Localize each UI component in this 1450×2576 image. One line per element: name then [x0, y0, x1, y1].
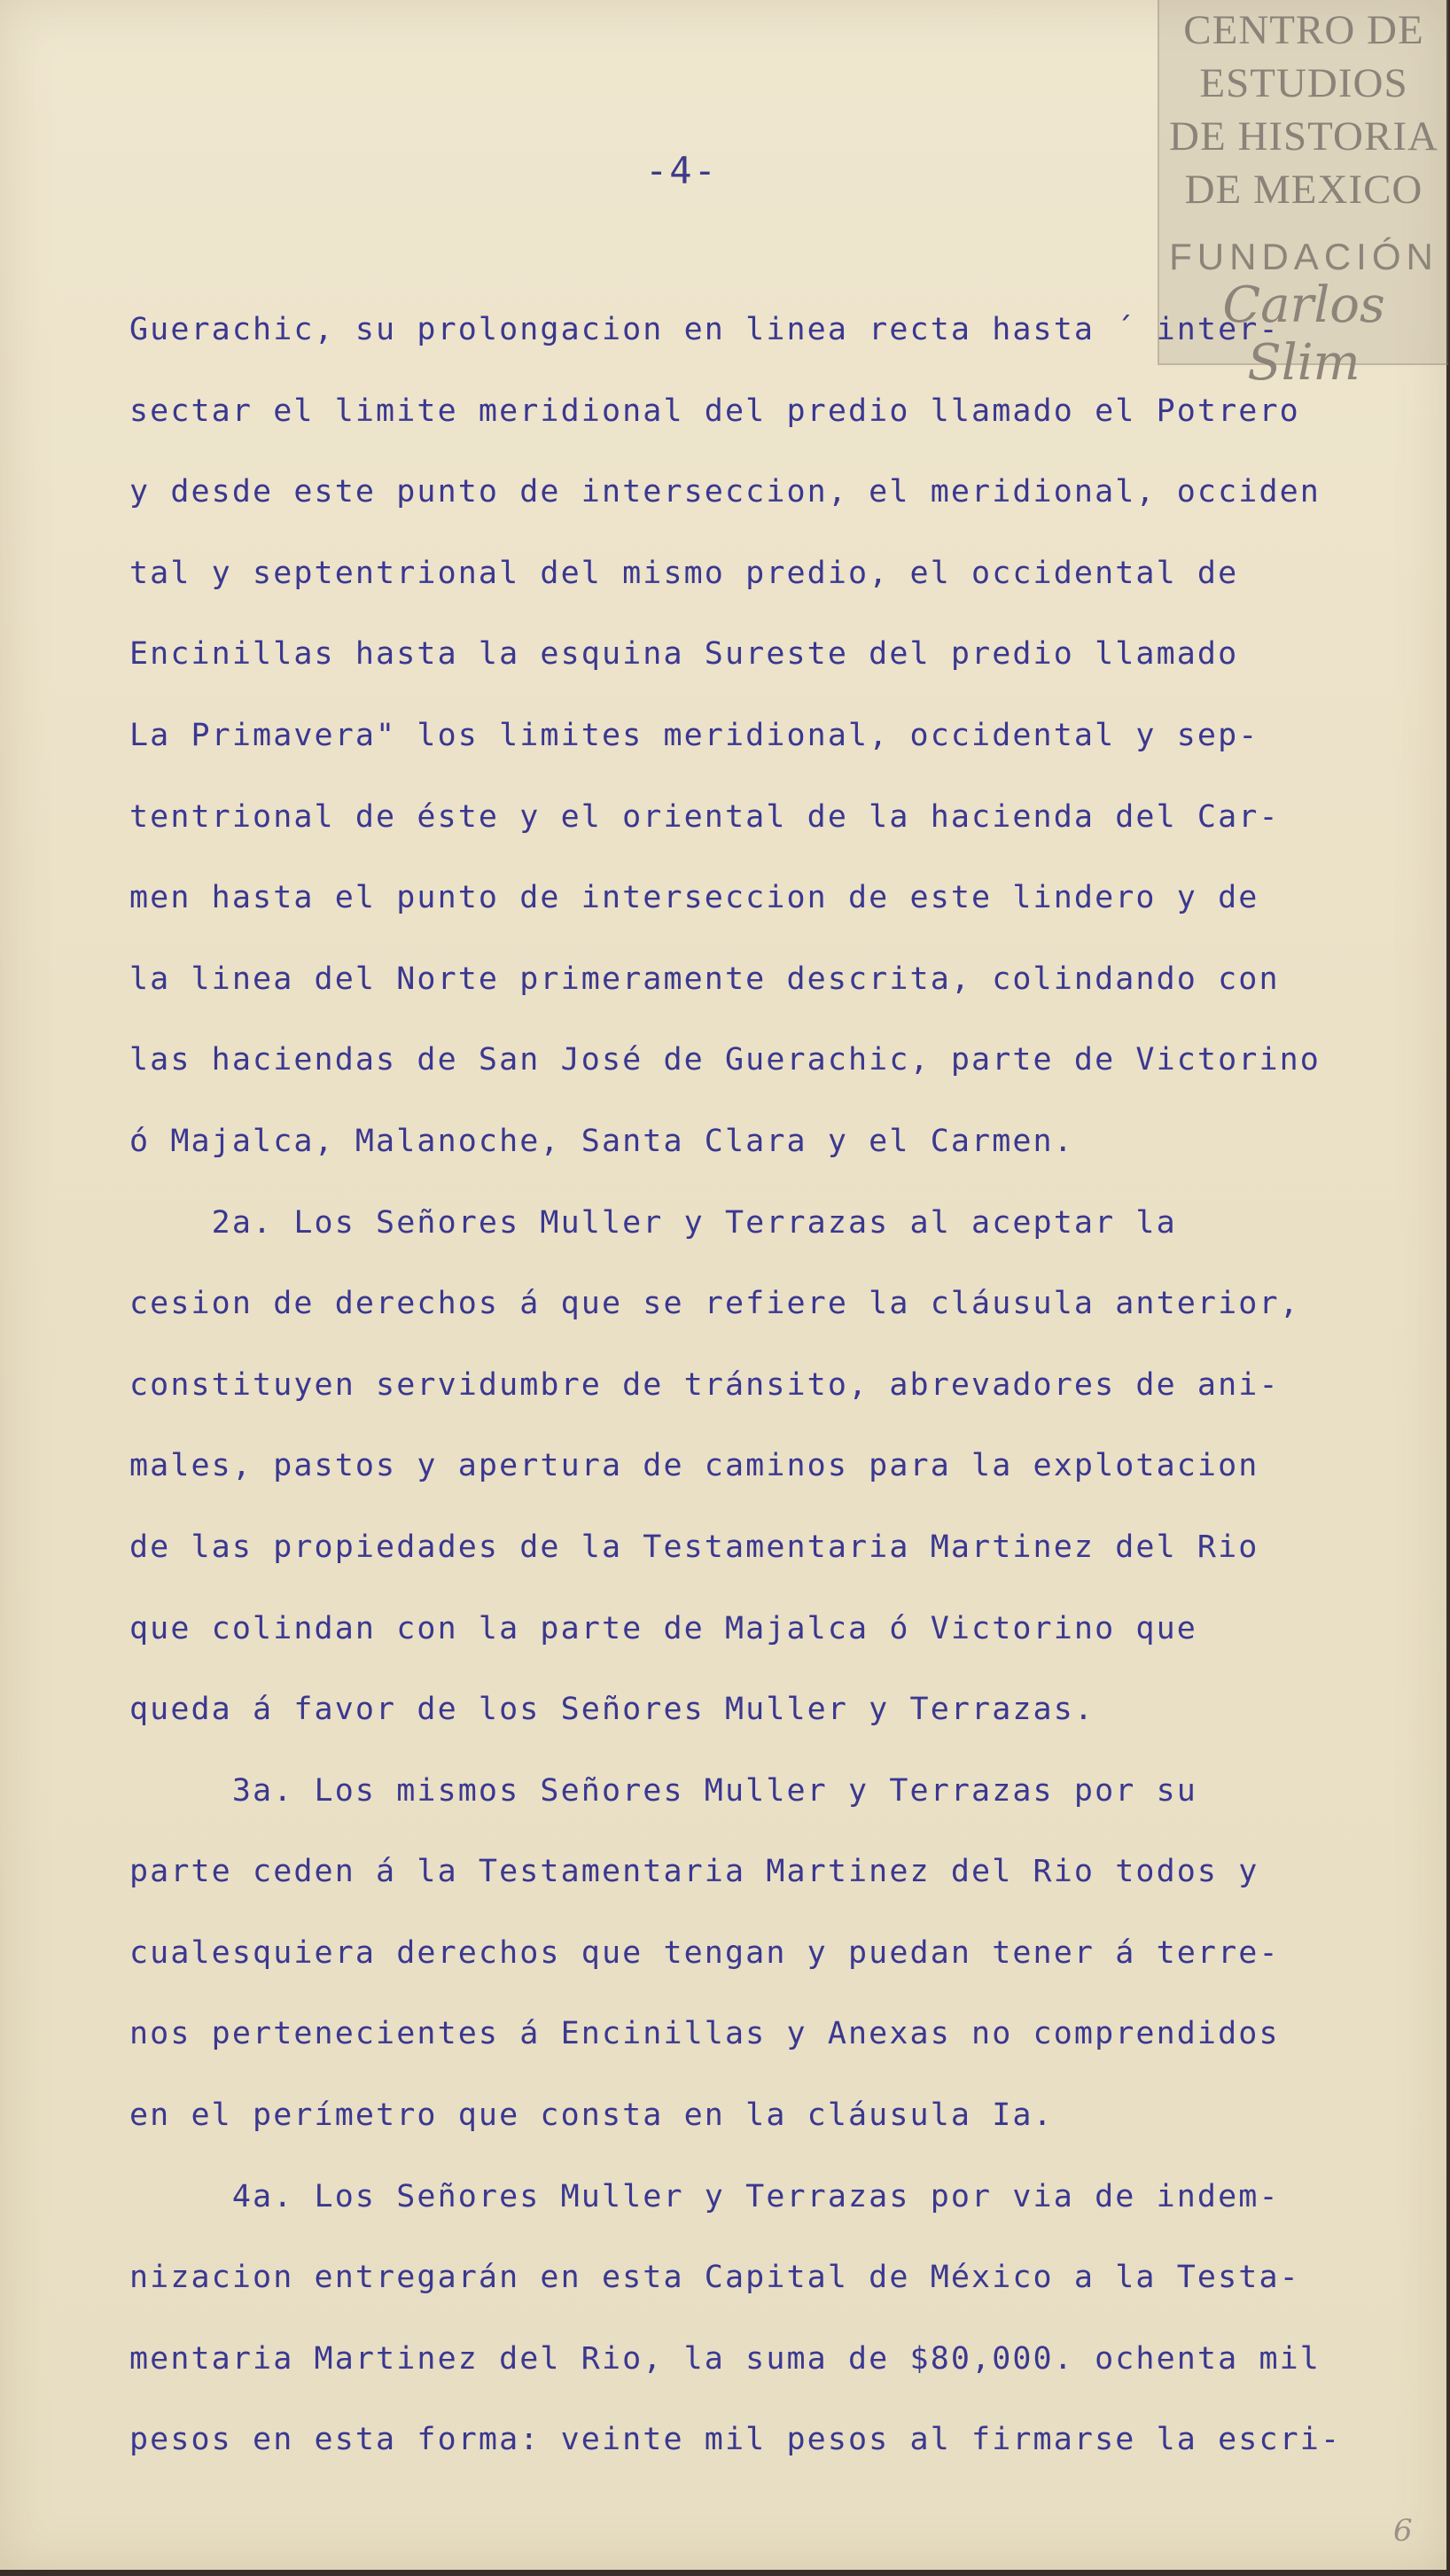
text-line: parte ceden á la Testamentaria Martinez del Rio todos y	[129, 1854, 1259, 1890]
text-line: 4a. Los Señores Muller y Terrazas por via de indem-	[129, 2178, 1280, 2214]
text-line: tal y septentrional del mismo predio, el occidental de	[129, 555, 1239, 591]
text-line: cualesquiera derechos que tengan y puedan tener á terre-	[129, 1934, 1280, 1971]
text-line: cesion de derechos á que se refiere la cláusula anterior,	[129, 1286, 1300, 1322]
text-line: 2a. Los Señores Muller y Terrazas al aceptar la	[129, 1204, 1177, 1241]
stamp-line: ESTUDIOS	[1199, 60, 1408, 106]
stamp-line: CENTRO DE	[1183, 7, 1424, 53]
stamp-line: DE HISTORIA	[1169, 113, 1438, 160]
text-line: la linea del Norte primeramente descrita, colindando con	[129, 961, 1280, 997]
text-line: de las propiedades de la Testamentaria Martinez del Rio	[129, 1529, 1259, 1565]
text-line: men hasta el punto de interseccion de este lindero y de	[129, 880, 1259, 916]
stamp-signature: Carlos Slim	[1222, 276, 1385, 392]
text-line: queda á favor de los Señores Muller y Terrazas.	[129, 1692, 1095, 1728]
stamp-line: DE MEXICO	[1184, 167, 1423, 213]
text-line: males, pastos y apertura de caminos para la explotacion	[129, 1448, 1259, 1484]
stamp-foundation: FUNDACIÓN	[1169, 236, 1438, 277]
text-line: tentrional de éste y el oriental de la hacienda del Car-	[129, 798, 1280, 835]
text-line: y desde este punto de interseccion, el meridional, occiden	[129, 474, 1321, 510]
text-line: La Primavera" los limites meridional, occidental y sep-	[129, 717, 1259, 753]
text-line: pesos en esta forma: veinte mil pesos al firmarse la escri-	[129, 2422, 1342, 2458]
text-line: nos pertenecientes á Encinillas y Anexas no comprendidos	[129, 2016, 1280, 2052]
text-line: 3a. Los mismos Señores Muller y Terrazas por su	[129, 1772, 1197, 1809]
text-line: nizacion entregarán en esta Capital de México a la Testa-	[129, 2260, 1300, 2296]
text-line: Guerachic, su prolongacion en linea recta hasta ´ inter-	[129, 312, 1280, 347]
text-line: las haciendas de San José de Guerachic, parte de Victorino	[129, 1042, 1321, 1078]
text-line: mentaria Martinez del Rio, la suma de $80,000. ochenta mil	[129, 2340, 1321, 2377]
text-line: que colindan con la parte de Majalca ó Victorino que	[129, 1610, 1197, 1646]
text-line: constituyen servidumbre de tránsito, abrevadores de ani-	[129, 1366, 1280, 1403]
text-line: sectar el limite meridional del predio llamado el Potrero	[129, 393, 1300, 429]
text-line: en el perímetro que consta en la cláusula Ia.	[129, 2097, 1054, 2134]
text-line: Encinillas hasta la esquina Sureste del predio llamado	[129, 636, 1239, 673]
text-line: ó Majalca, Malanoche, Santa Clara y el Carmen.	[129, 1123, 1074, 1159]
handwritten-folio-number: 6	[1393, 2513, 1413, 2549]
page-number: -4-	[645, 149, 718, 192]
